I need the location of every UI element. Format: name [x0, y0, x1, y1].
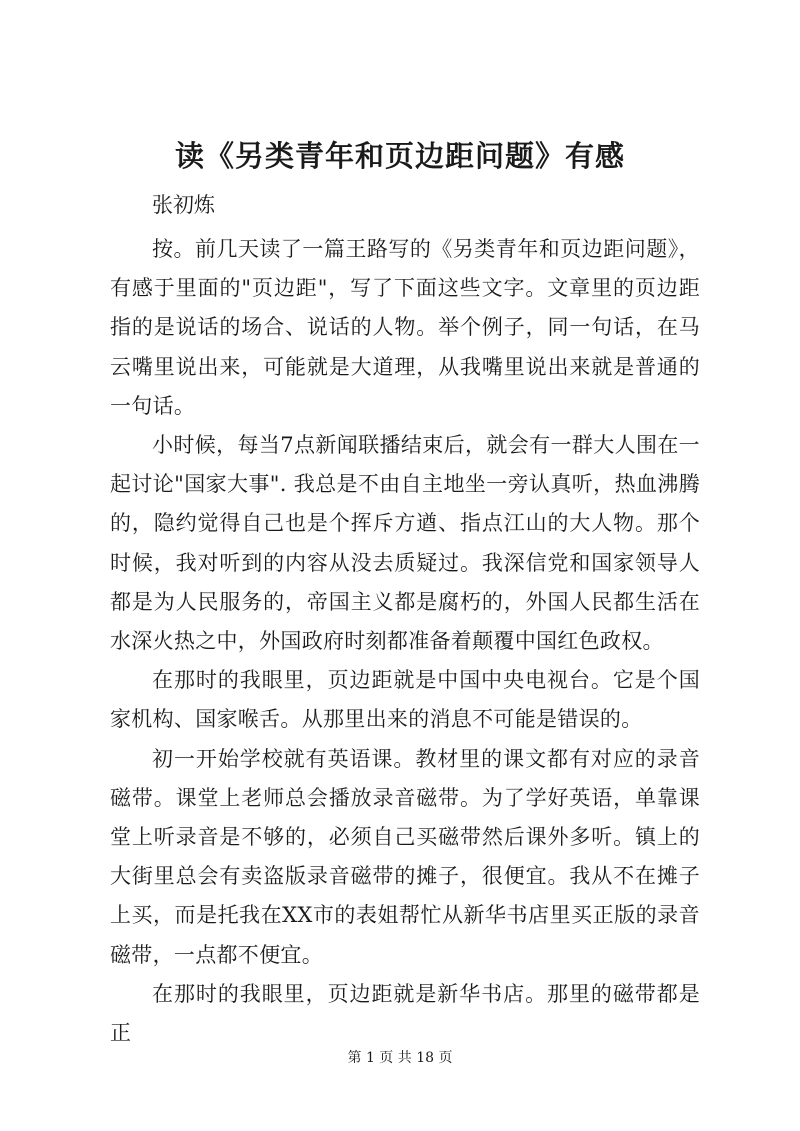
- paragraph-bookstore: 在那时的我眼里，页边距就是新华书店。那里的磁带都是正: [110, 981, 700, 1046]
- paragraph-intro: 按。前几天读了一篇王路写的《另类青年和页边距问题》，有感于里面的"页边距"，写了下面这些文字。文章里的页边距指的是说话的场合、说话的人物。举个例子，同一句话，在马云嘴里说出来，可能就是大道理，从我嘴里说出来就是普通的一句话。: [110, 237, 700, 418]
- document-body: [110, 230, 700, 1053]
- page-number-footer: 第 1 页 共 18 页: [347, 1050, 453, 1066]
- author-name: 张初炼: [152, 193, 215, 217]
- paragraph-english: 初一开始学校就有英语课。教材里的课文都有对应的录音磁带。课堂上老师总会播放录音磁带。为了学好英语，单靠课堂上听录音是不够的，必须自己买磁带然后课外多听。镇上的大街里总会有卖盗版录音磁带的摊子，很便宜。我从不在摊子上买，而是托我在XX市的表姐帮忙从新华书店里买正版的录音磁带，一点都不便宜。: [110, 746, 700, 967]
- paragraph-cctv: 在那时的我眼里，页边距就是中国中央电视台。它是个国家机构、国家喉舌。从那里出来的消息不可能是错误的。: [110, 668, 700, 732]
- document-title: 读《另类青年和页边距问题》有感: [174, 139, 625, 173]
- paragraph-childhood: 小时候，每当7点新闻联播结束后，就会有一群大人围在一起讨论"国家大事". 我总是不由自主地坐一旁认真听，热血沸腾的，隐约觉得自己也是个挥斥方遒、指点江山的大人物。那个时候，我对听到的内容从没去质疑过。我深信党和国家领导人都是为人民服务的，帝国主义都是腐朽的，外国人民都生活在水深火热之中，外国政府时刻都准备着颠覆中国红色政权。: [110, 433, 700, 654]
